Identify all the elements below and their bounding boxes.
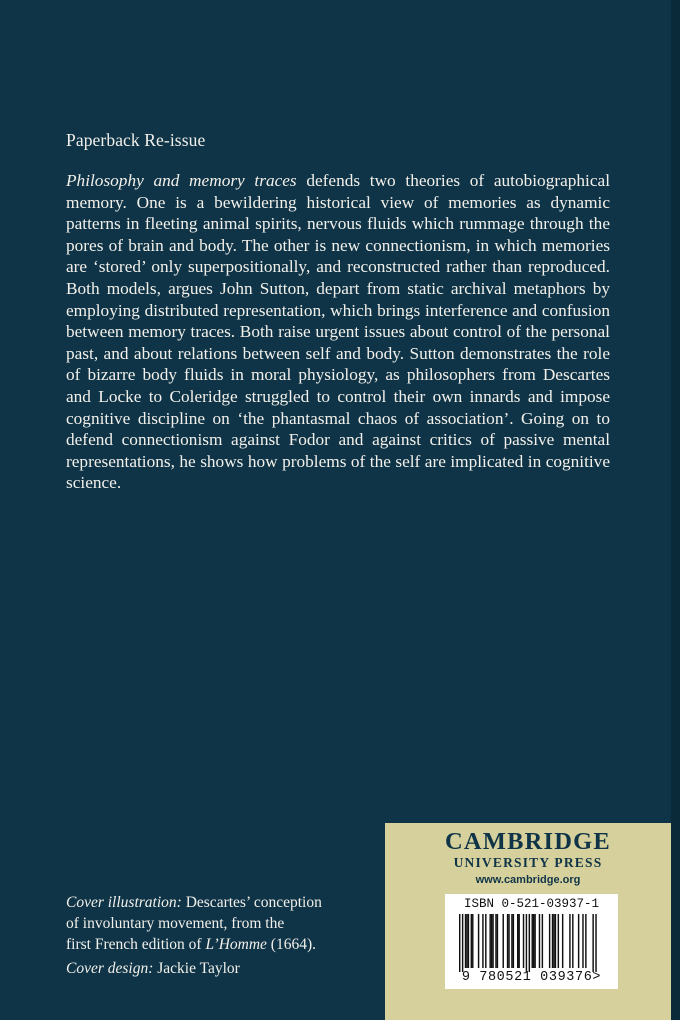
publisher-url: www.cambridge.org (475, 874, 581, 886)
barcode-bar (513, 914, 514, 968)
barcode-bar (585, 914, 586, 968)
barcode-bar (478, 914, 479, 968)
cover-design-credit (66, 960, 240, 978)
ean-number: 9 780521 039376 (461, 970, 593, 985)
barcode-bar (511, 914, 512, 968)
barcode-bar (468, 914, 469, 968)
barcode-bar (526, 914, 527, 972)
barcode-bar (529, 914, 530, 972)
barcode-bar (517, 914, 518, 968)
ean-digits (445, 970, 618, 985)
blurb-body: defends two theories of autobiographical memory. One is a bewildering historical view of memories as dynamic patterns in fleeting animal spirits, nervous fluids which rummage through the pores of brain and body. The other is new connectionism, in which memories are ‘stored’ only superpositionally, and reconstructed rather than reproduced. Both models, argues John Sutton, depart from static archival metaphors by employing distributed representation, which brings interference and confusion between memory traces. Both raise urgent issues about control of the personal past, and about relations between self and body. Sutton demonstrates the role of bizarre body fluids in moral physiology, as philosophers from Descartes and Locke to Coleridge struggled to control their own innards and impose cognitive discipline on ‘the phantasmal chaos of association’. Going on to defend connectionism against Fodor and against critics of passive mental representations, he shows how problems of the self are implicated in cognitive science. (66, 171, 610, 493)
barcode-bar (592, 914, 593, 972)
barcode-bar (549, 914, 550, 968)
barcode-panel (445, 894, 618, 989)
barcode-bar (553, 914, 554, 968)
illustration-text-1: Descartes’ conception (181, 894, 322, 911)
barcode-bar (508, 914, 509, 968)
barcode-bar (578, 914, 579, 968)
barcode-bar (482, 914, 483, 968)
barcode-bar (497, 914, 498, 968)
isbn-label: ISBN 0-521-03937-1 (463, 897, 600, 911)
barcode-bar (485, 914, 486, 968)
barcode-bar (558, 914, 559, 968)
illustration-line-2: of involuntary movement, from the (66, 915, 285, 932)
publisher-panel (385, 823, 671, 1020)
barcode-bar (552, 914, 553, 968)
barcode-bar (518, 914, 519, 968)
illustration-work-title: L’Homme (205, 936, 267, 953)
barcode-bar (466, 914, 467, 968)
barcode-bar (532, 914, 533, 968)
barcode-bar (539, 914, 540, 968)
publisher-name: CAMBRIDGE (445, 828, 611, 855)
barcode-bar (523, 914, 524, 968)
barcode-bar (562, 914, 563, 968)
illustration-text-3: first French edition of (66, 936, 206, 953)
book-title-italic: Philosophy and memory traces (66, 171, 297, 190)
barcode-bar (542, 914, 543, 968)
design-label: Cover design: (66, 960, 154, 977)
illustration-year: (1664). (266, 936, 316, 953)
barcode-bar (534, 914, 535, 968)
barcode-bar (555, 914, 556, 968)
barcode-bar (462, 914, 463, 972)
barcode-bar (465, 914, 466, 968)
barcode-bar (533, 914, 534, 968)
barcode-bar (582, 914, 583, 968)
illustration-line-1 (66, 892, 366, 913)
reissue-heading: Paperback Re-issue (66, 130, 206, 150)
barcode-bar (471, 914, 472, 968)
barcode-bar (459, 914, 460, 972)
barcode-bar (595, 914, 596, 972)
barcode-bar (489, 914, 490, 968)
illustration-line-3 (66, 934, 366, 955)
spine-edge-strip (671, 0, 680, 1020)
barcode-bar (492, 914, 493, 968)
design-name: Jackie Taylor (153, 960, 240, 977)
barcode-bar (572, 914, 573, 968)
barcode-bar (569, 914, 570, 968)
barcode-bar (503, 914, 504, 968)
back-cover-blurb (66, 170, 610, 494)
publisher-subtitle: UNIVERSITY PRESS (453, 855, 603, 870)
illustration-label: Cover illustration: (66, 894, 182, 911)
barcode-graphic (451, 914, 612, 972)
barcode-bar (495, 914, 496, 968)
cover-illustration-credit (66, 892, 366, 955)
addon-mark: > (592, 970, 602, 985)
barcode-bar (472, 914, 473, 968)
barcode-bar (507, 914, 508, 968)
barcode-bar (491, 914, 492, 968)
